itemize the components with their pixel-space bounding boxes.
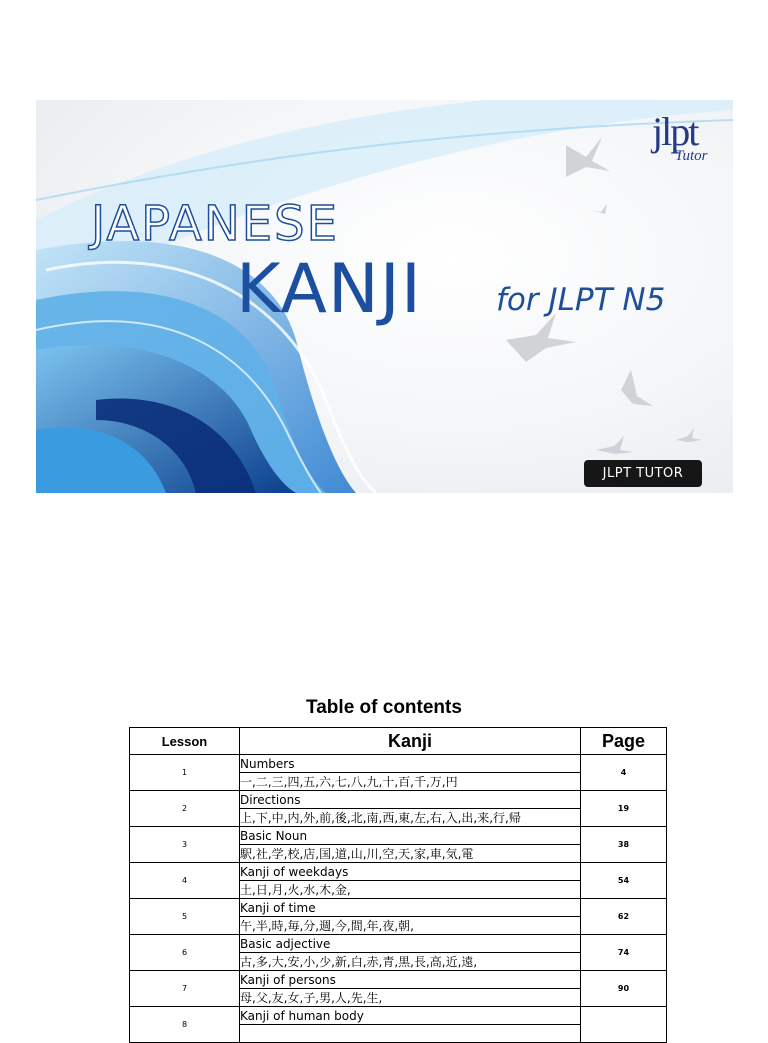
lesson-topic: Directions: [240, 791, 581, 809]
header-lesson: Lesson: [130, 728, 240, 755]
header-kanji: Kanji: [240, 728, 581, 755]
lesson-number: 4: [130, 863, 240, 899]
lesson-topic: Kanji of weekdays: [240, 863, 581, 881]
lesson-number: 6: [130, 935, 240, 971]
lesson-kanji-list: [240, 1025, 581, 1043]
jlpt-tutor-badge: JLPT TUTOR: [584, 460, 702, 487]
lesson-kanji-list: 駅,社,学,校,店,国,道,山,川,空,天,家,車,気,電: [240, 845, 581, 863]
lesson-topic: Kanji of human body: [240, 1007, 581, 1025]
page-number: [581, 1007, 667, 1043]
lesson-kanji-list: 土,日,月,火,水,木,金,: [240, 881, 581, 899]
toc-table: [129, 727, 667, 1043]
lesson-kanji-list: 古,多,大,安,小,少,新,白,赤,青,黒,長,高,近,遠,: [240, 953, 581, 971]
logo-tutor-text: Tutor: [675, 148, 708, 164]
title-level: for JLPT N5: [496, 282, 666, 318]
lesson-kanji-list: 上,下,中,内,外,前,後,北,南,西,東,左,右,入,出,来,行,帰: [240, 809, 581, 827]
toc-title: Table of contents: [306, 697, 462, 718]
lesson-number: 1: [130, 755, 240, 791]
title-japanese: JAPANESE: [91, 196, 339, 252]
table-row: [130, 755, 667, 773]
page-number: 38: [581, 827, 667, 863]
cover-banner: [36, 100, 733, 493]
lesson-number: 7: [130, 971, 240, 1007]
lesson-number: 8: [130, 1007, 240, 1043]
lesson-topic: Kanji of persons: [240, 971, 581, 989]
page-number: 74: [581, 935, 667, 971]
lesson-kanji-list: 午,半,時,毎,分,週,今,間,年,夜,朝,: [240, 917, 581, 935]
toc-header-row: [130, 728, 667, 755]
table-row: [130, 863, 667, 881]
page-number: 54: [581, 863, 667, 899]
lesson-kanji-list: 母,父,友,女,子,男,人,先,生,: [240, 989, 581, 1007]
lesson-topic: Numbers: [240, 755, 581, 773]
page-number: 90: [581, 971, 667, 1007]
table-row: [130, 1007, 667, 1025]
logo-jlpt-text: jlpt: [652, 109, 698, 154]
table-row: [130, 935, 667, 953]
jlpt-tutor-logo: [648, 108, 728, 168]
lesson-kanji-list: 一,二,三,四,五,六,七,八,九,十,百,千,万,円: [240, 773, 581, 791]
page-number: 4: [581, 755, 667, 791]
lesson-topic: Basic Noun: [240, 827, 581, 845]
lesson-number: 3: [130, 827, 240, 863]
page-number: 19: [581, 791, 667, 827]
table-row: [130, 899, 667, 917]
header-page: Page: [581, 728, 667, 755]
lesson-topic: Basic adjective: [240, 935, 581, 953]
table-row: [130, 791, 667, 809]
table-row: [130, 971, 667, 989]
lesson-number: 2: [130, 791, 240, 827]
lesson-number: 5: [130, 899, 240, 935]
lesson-topic: Kanji of time: [240, 899, 581, 917]
table-row: [130, 827, 667, 845]
title-kanji: KANJI: [236, 250, 422, 329]
page-number: 62: [581, 899, 667, 935]
